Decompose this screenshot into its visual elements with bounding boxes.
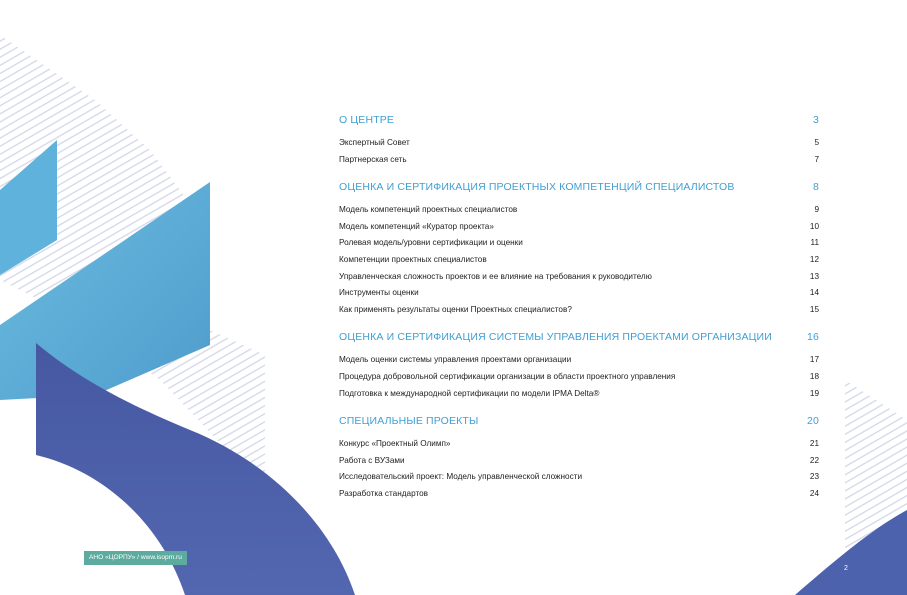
toc-entry[interactable] bbox=[339, 202, 819, 219]
toc-entry[interactable] bbox=[339, 436, 819, 453]
entry-page: 23 bbox=[809, 472, 819, 482]
entry-page: 15 bbox=[809, 304, 819, 314]
toc-entry[interactable] bbox=[339, 219, 819, 236]
toc-entry[interactable] bbox=[339, 235, 819, 252]
section-page: 8 bbox=[813, 181, 819, 194]
toc-section bbox=[339, 413, 819, 502]
toc-section bbox=[339, 329, 819, 402]
section-page: 16 bbox=[807, 331, 819, 344]
section-page: 20 bbox=[807, 415, 819, 428]
section-page: 3 bbox=[813, 114, 819, 126]
toc-entry[interactable] bbox=[339, 252, 819, 269]
toc-entry[interactable] bbox=[339, 285, 819, 302]
page-number: 2 bbox=[844, 565, 848, 572]
entry-label: Компетенции проектных специалистов bbox=[339, 254, 487, 264]
entry-label: Процедура добровольной сертификации организации в области проектного управления bbox=[339, 371, 676, 381]
toc-entry[interactable] bbox=[339, 352, 819, 369]
entry-label: Модель компетенций «Куратор проекта» bbox=[339, 221, 494, 231]
entry-page: 11 bbox=[810, 238, 819, 248]
toc-entry[interactable] bbox=[339, 269, 819, 286]
entry-label: Конкурс «Проектный Олимп» bbox=[339, 439, 451, 449]
entry-label: Исследовательский проект: Модель управленческой сложности bbox=[339, 472, 583, 482]
toc-section-heading[interactable] bbox=[339, 112, 819, 128]
toc-entry[interactable] bbox=[339, 302, 819, 319]
entry-page: 18 bbox=[809, 371, 819, 381]
toc-entry[interactable] bbox=[339, 486, 819, 503]
entry-page: 24 bbox=[809, 488, 819, 498]
toc-section-heading[interactable] bbox=[339, 413, 819, 429]
entry-label: Разработка стандартов bbox=[339, 488, 429, 498]
toc-entry[interactable] bbox=[339, 386, 819, 403]
toc-section-heading[interactable] bbox=[339, 329, 819, 345]
entry-page: 22 bbox=[809, 455, 819, 465]
entry-label: Работа с ВУЗами bbox=[339, 455, 405, 465]
entry-label: Подготовка к международной сертификации по модели IPMA Delta® bbox=[339, 388, 600, 398]
toc-section bbox=[339, 112, 819, 168]
section-title: СПЕЦИАЛЬНЫЕ ПРОЕКТЫ bbox=[339, 415, 479, 428]
entry-label: Партнерская сеть bbox=[339, 154, 407, 164]
footer-badge[interactable]: АНО «ЦОРПУ» / www.isopm.ru bbox=[84, 551, 187, 565]
entry-page: 14 bbox=[809, 288, 819, 298]
entry-page: 7 bbox=[814, 154, 819, 164]
section-title: ОЦЕНКА И СЕРТИФИКАЦИЯ СИСТЕМЫ УПРАВЛЕНИЯ ПРОЕКТАМИ ОРГАНИЗАЦИИ bbox=[339, 331, 772, 344]
toc-entry[interactable] bbox=[339, 135, 819, 152]
toc-entry[interactable] bbox=[339, 152, 819, 169]
entry-label: Экспертный Совет bbox=[339, 138, 410, 147]
entry-label: Ролевая модель/уровни сертификации и оценки bbox=[339, 238, 523, 248]
entry-label: Управленческая сложность проектов и ее влияние на требования к руководителю bbox=[339, 271, 652, 281]
entry-label: Как применять результаты оценки Проектных специалистов? bbox=[339, 304, 572, 314]
entry-page: 12 bbox=[809, 254, 819, 264]
toc-section bbox=[339, 179, 819, 318]
section-title: ОЦЕНКА И СЕРТИФИКАЦИЯ ПРОЕКТНЫХ КОМПЕТЕНЦИЙ СПЕЦИАЛИСТОВ bbox=[339, 181, 735, 194]
entry-page: 9 bbox=[814, 205, 819, 215]
toc-entry[interactable] bbox=[339, 453, 819, 470]
entry-label: Модель оценки системы управления проектами организации bbox=[339, 355, 572, 365]
section-title: О ЦЕНТРЕ bbox=[339, 114, 395, 126]
toc-section-heading[interactable] bbox=[339, 179, 819, 195]
entry-page: 21 bbox=[809, 439, 819, 449]
entry-page: 5 bbox=[814, 138, 819, 147]
entry-label: Инструменты оценки bbox=[339, 288, 419, 298]
entry-page: 13 bbox=[809, 271, 819, 281]
entry-page: 10 bbox=[809, 221, 819, 231]
table-of-contents bbox=[339, 112, 819, 503]
toc-entry[interactable] bbox=[339, 369, 819, 386]
toc-entry[interactable] bbox=[339, 469, 819, 486]
entry-page: 17 bbox=[809, 355, 819, 365]
entry-page: 19 bbox=[809, 388, 819, 398]
entry-label: Модель компетенций проектных специалистов bbox=[339, 205, 518, 215]
